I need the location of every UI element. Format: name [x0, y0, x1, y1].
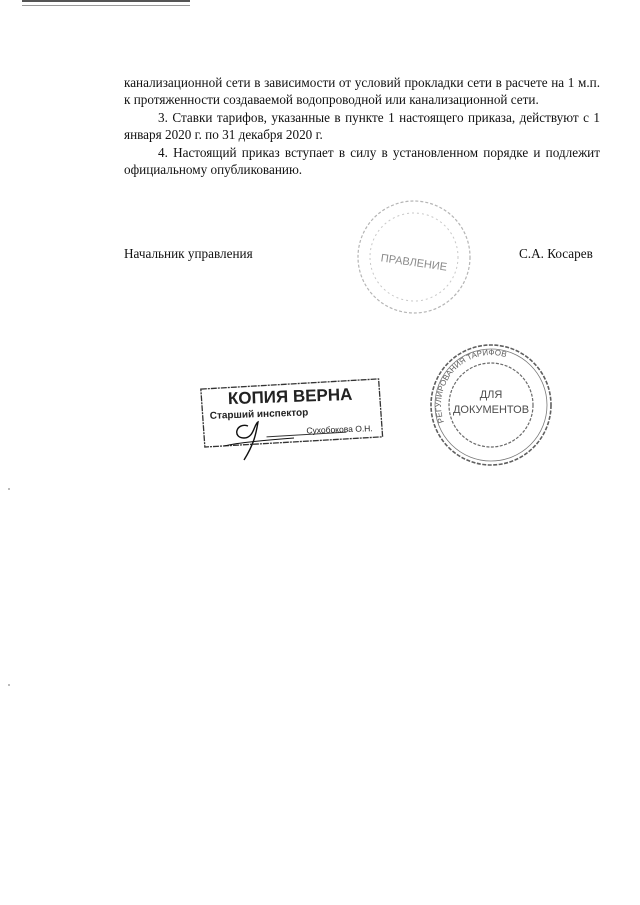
top-rule-thin: [22, 5, 190, 6]
faint-stamp-text: ПРАВЛЕНИЕ: [379, 252, 448, 274]
paragraph-4: 4. Настоящий приказ вступает в силу в установленном порядке и подлежит официальному опубликованию.: [124, 144, 600, 178]
documents-stamp-line1: ДЛЯ: [479, 389, 503, 401]
documents-stamp-ring: РЕГУЛИРОВАНИЯ ТАРИФОВ: [433, 347, 508, 425]
documents-stamp: [428, 342, 554, 468]
paragraph-3: 3. Ставки тарифов, указанные в пункте 1 настоящего приказа, действуют с 1 января 2020 г. по 31 декабря 2020 г.: [124, 109, 600, 143]
copy-stamp-title: КОПИЯ ВЕРНА: [227, 384, 353, 409]
documents-stamp-line2: ДОКУМЕНТОВ: [452, 404, 530, 416]
document-body: [124, 74, 600, 178]
paragraph-continuation: канализационной сети в зависимости от условий прокладки сети в расчете на 1 м.п. к протяженности создаваемой водопроводной или канализационной сети.: [124, 75, 600, 108]
copy-stamp-position: Старший инспектор: [209, 407, 309, 422]
scan-speck: [8, 684, 10, 686]
signatory-title: Начальник управления: [124, 246, 253, 261]
signatory-name: С.А. Косарев: [519, 246, 593, 261]
scan-speck: [8, 488, 10, 490]
certified-copy-stamp: [196, 376, 386, 466]
faint-stamp: [355, 198, 473, 316]
top-rule: [22, 0, 190, 2]
copy-stamp-name: Сухобокова О.Н.: [306, 423, 373, 436]
